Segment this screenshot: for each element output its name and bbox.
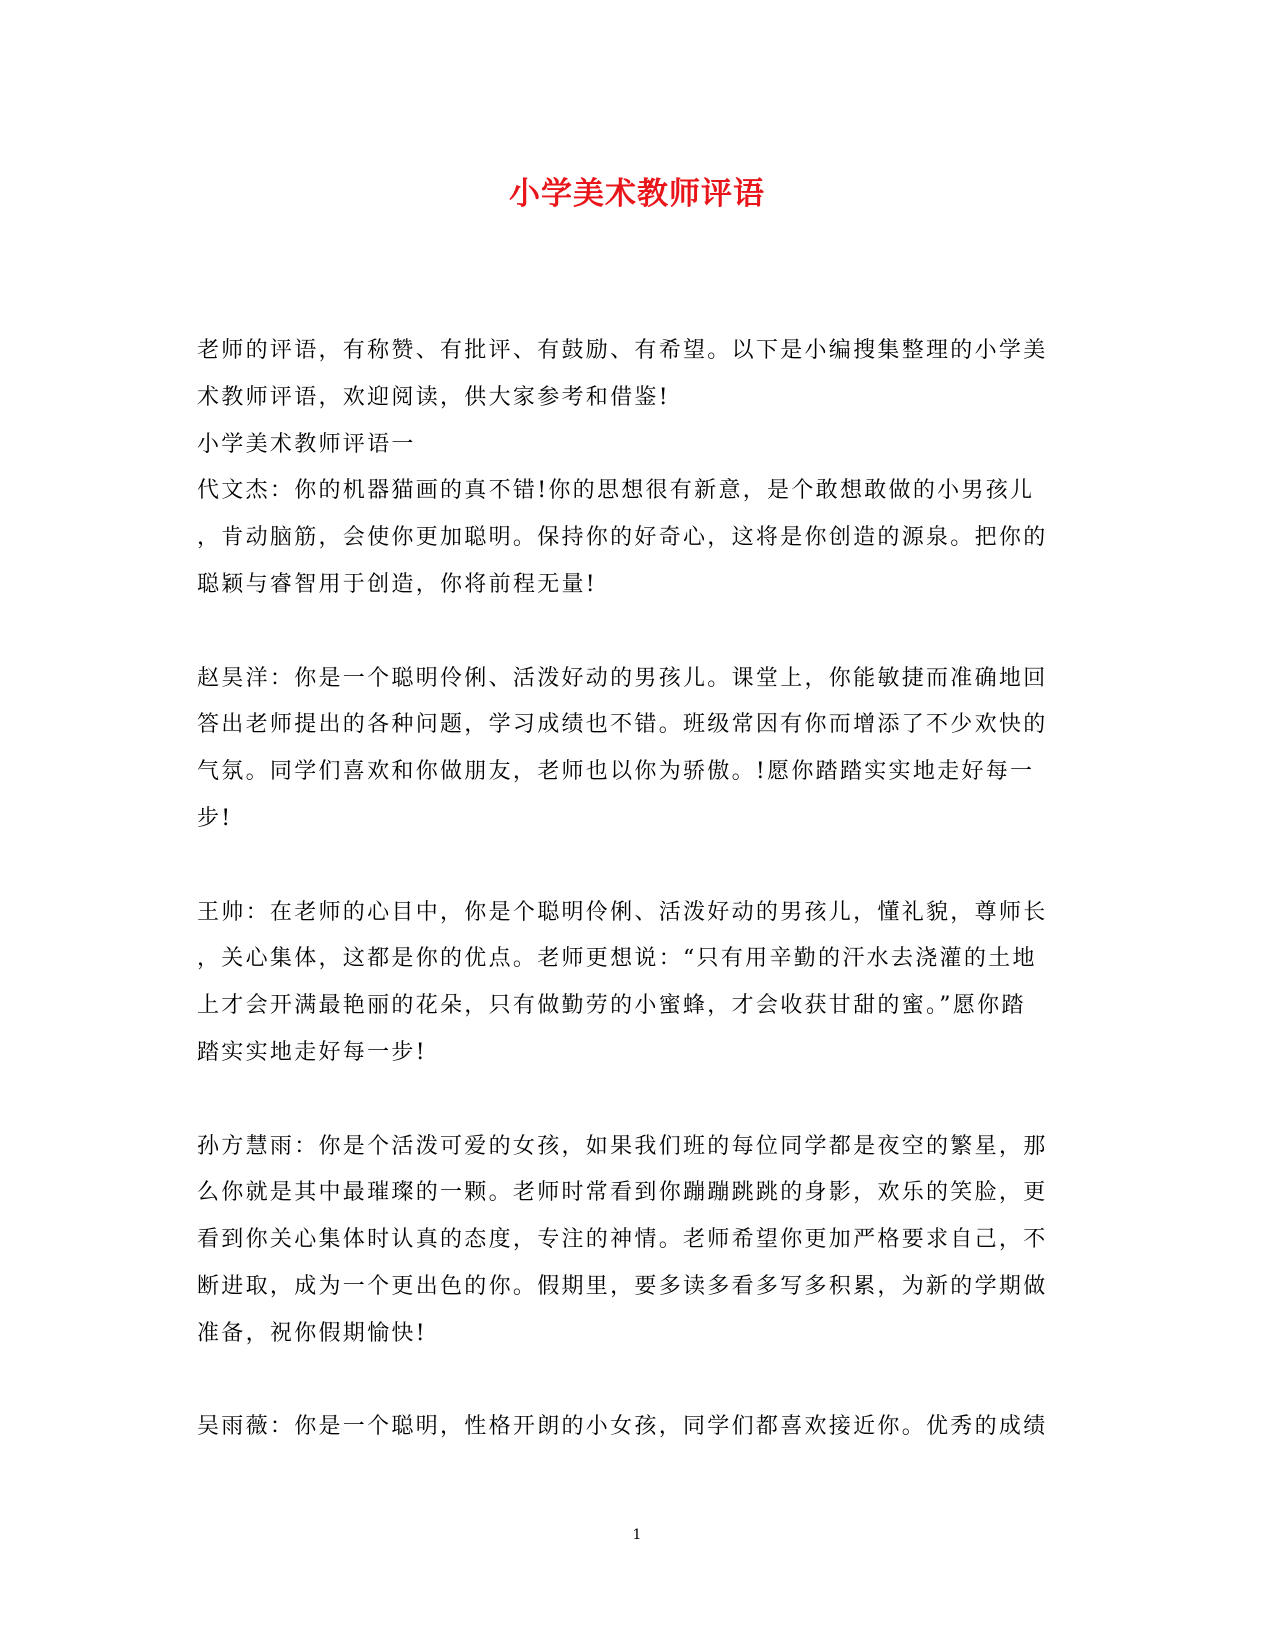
body-line: 上才会开满最艳丽的花朵，只有做勤劳的小蜜蜂，才会收获甘甜的蜜。”愿你踏 <box>197 993 1026 1019</box>
body-line: 答出老师提出的各种问题，学习成绩也不错。班级常因有你而增添了不少欢快的 <box>197 712 1048 738</box>
body-line: 准备，祝你假期愉快! <box>197 1320 427 1346</box>
body-line: 小学美术教师评语一 <box>197 431 416 457</box>
body-line: 代文杰：你的机器猫画的真不错!你的思想很有新意，是个敢想敢做的小男孩儿 <box>197 478 1035 504</box>
paragraph-gap <box>197 1077 1077 1124</box>
body-line: 么你就是其中最璀璨的一颗。老师时常看到你蹦蹦跳跳的身影，欢乐的笑脸，更 <box>197 1180 1048 1206</box>
body-line: 断进取，成为一个更出色的你。假期里，要多读多看多写多积累，为新的学期做 <box>197 1273 1048 1299</box>
body-line: 吴雨薇：你是一个聪明，性格开朗的小女孩，同学们都喜欢接近你。优秀的成绩 <box>197 1414 1048 1440</box>
body-line: ，关心集体，这都是你的优点。老师更想说：“只有用辛勤的汗水去浇灌的土地 <box>197 946 1037 972</box>
body-line: 孙方慧雨：你是个活泼可爱的女孩，如果我们班的每位同学都是夜空的繁星，那 <box>197 1133 1048 1159</box>
body-line: 聪颖与睿智用于创造，你将前程无量! <box>197 571 597 597</box>
paragraph-gap <box>197 1358 1077 1405</box>
document-body <box>197 328 1077 1451</box>
body-line: 踏实实地走好每一步! <box>197 1039 427 1065</box>
paragraph-gap <box>197 609 1077 656</box>
document-title: 小学美术教师评语 <box>509 176 765 212</box>
paragraph-gap <box>197 843 1077 890</box>
body-line: 步! <box>197 805 233 831</box>
body-line: 术教师评语，欢迎阅读，供大家参考和借鉴! <box>197 384 670 410</box>
body-line: 赵昊洋：你是一个聪明伶俐、活泼好动的男孩儿。课堂上，你能敏捷而准确地回 <box>197 665 1048 691</box>
body-line: ，肯动脑筋，会使你更加聪明。保持你的好奇心，这将是你创造的源泉。把你的 <box>197 525 1048 551</box>
body-line: 看到你关心集体时认真的态度，专注的神情。老师希望你更加严格要求自己，不 <box>197 1227 1048 1253</box>
body-line: 气氛。同学们喜欢和你做朋友，老师也以你为骄傲。!愿你踏踏实实地走好每一 <box>197 759 1035 785</box>
body-line: 王帅：在老师的心目中，你是个聪明伶俐、活泼好动的男孩儿，懂礼貌，尊师长 <box>197 899 1048 925</box>
page-number: 1 <box>632 1527 642 1543</box>
body-line: 老师的评语，有称赞、有批评、有鼓励、有希望。以下是小编搜集整理的小学美 <box>197 338 1048 363</box>
